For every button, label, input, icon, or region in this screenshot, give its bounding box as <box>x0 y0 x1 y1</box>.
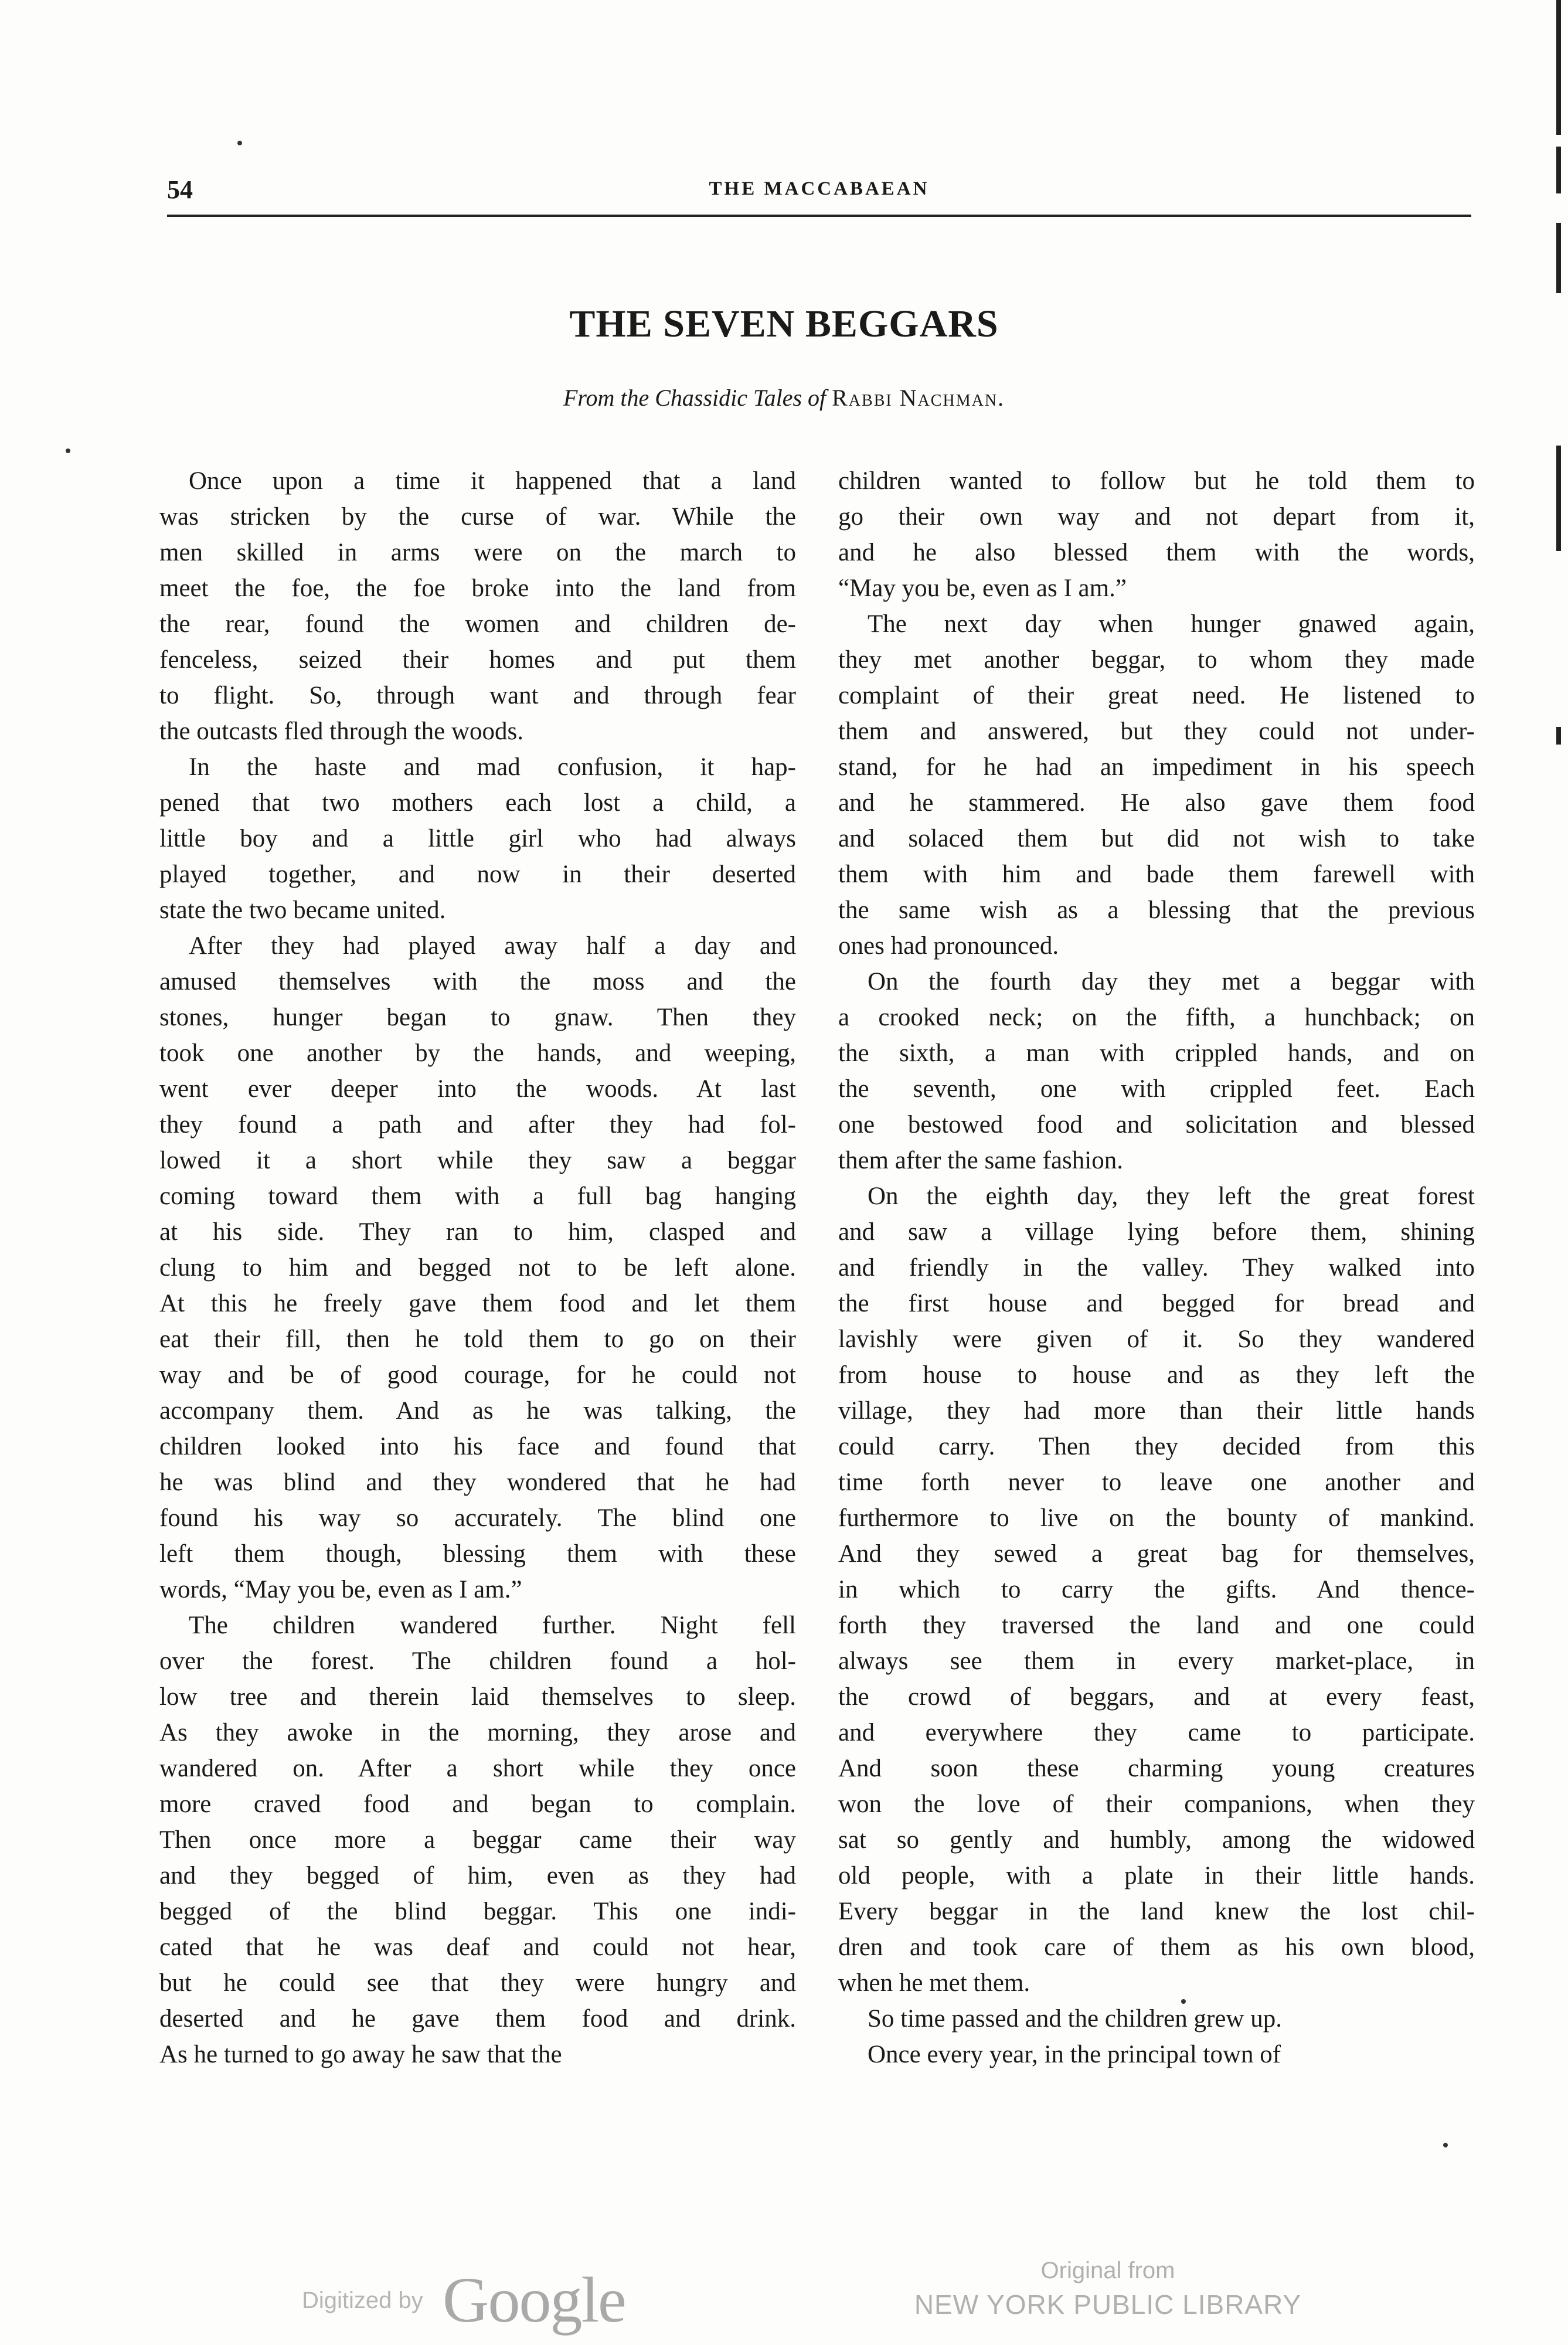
subtitle-source: From the Chassidic Tales of <box>563 385 826 411</box>
text-line: And soon these charming young creatures <box>838 1755 1475 1782</box>
text-line: clung to him and begged not to be left alone. <box>159 1254 796 1282</box>
text-line: meet the foe, the foe broke into the land from <box>159 575 796 602</box>
text-line: and he also blessed them with the words, <box>838 539 1475 566</box>
text-line: the first house and begged for bread and <box>838 1290 1475 1317</box>
article-subtitle <box>0 384 1568 412</box>
article-title: THE SEVEN BEGGARS <box>569 303 999 345</box>
right-column <box>838 463 1475 2072</box>
text-line: dren and took care of them as his own blood, <box>838 1933 1475 1961</box>
text-line: After they had played away half a day and <box>189 932 796 960</box>
text-line: deserted and he gave them food and drink. <box>159 2005 796 2033</box>
scan-speck <box>1443 2143 1448 2147</box>
library-credit <box>850 2256 1366 2324</box>
text-line: went ever deeper into the woods. At last <box>159 1075 796 1103</box>
text-line: On the eighth day, they left the great forest <box>868 1182 1475 1210</box>
text-line: At this he freely gave them food and let them <box>159 1290 796 1317</box>
text-line: Once every year, in the principal town of <box>868 2041 1281 2068</box>
text-line: the crowd of beggars, and at every feast, <box>838 1683 1475 1711</box>
text-line: and solaced them but did not wish to take <box>838 825 1475 852</box>
text-line: ones had pronounced. <box>838 932 1059 960</box>
text-line: eat their fill, then he told them to go on their <box>159 1326 796 1353</box>
page-edge-mark <box>1556 223 1561 293</box>
text-line: So time passed and the children grew up. <box>868 2005 1282 2033</box>
scan-speck <box>66 448 70 453</box>
text-line: way and be of good courage, for he could not <box>159 1361 796 1389</box>
text-line: children looked into his face and found that <box>159 1433 796 1460</box>
text-line: the rear, found the women and children de- <box>159 610 796 638</box>
text-line: over the forest. The children found a hol- <box>159 1647 796 1675</box>
text-line: sat so gently and humbly, among the widowed <box>838 1826 1475 1854</box>
text-line: accompany them. And as he was talking, the <box>159 1397 796 1425</box>
text-line: could carry. Then they decided from this <box>838 1433 1475 1460</box>
text-line: cated that he was deaf and could not hear, <box>159 1933 796 1961</box>
page-header <box>167 175 1471 210</box>
text-line: complaint of their great need. He listened to <box>838 682 1475 709</box>
page-edge-mark <box>1556 0 1561 135</box>
library-name: NEW YORK PUBLIC LIBRARY <box>914 2289 1302 2320</box>
text-line: and he stammered. He also gave them food <box>838 789 1475 817</box>
text-line: wandered on. After a short while they once <box>159 1755 796 1782</box>
text-line: Once upon a time it happened that a land <box>189 467 796 495</box>
text-line: more craved food and began to complain. <box>159 1790 796 1818</box>
left-column <box>159 463 796 2072</box>
text-line: they met another beggar, to whom they made <box>838 646 1475 674</box>
text-line: the same wish as a blessing that the previous <box>838 896 1475 924</box>
text-line: found his way so accurately. The blind one <box>159 1504 796 1532</box>
text-line: furthermore to live on the bounty of mankind. <box>838 1504 1475 1532</box>
text-line: As they awoke in the morning, they arose and <box>159 1719 796 1746</box>
running-title: THE MACCABAEAN <box>709 178 930 199</box>
text-line: a crooked neck; on the fifth, a hunchback; on <box>838 1004 1475 1031</box>
page-edge-mark <box>1556 727 1561 745</box>
text-line: he was blind and they wondered that he had <box>159 1469 796 1496</box>
text-line: won the love of their companions, when they <box>838 1790 1475 1818</box>
text-line: coming toward them with a full bag hanging <box>159 1182 796 1210</box>
text-line: always see them in every market-place, in <box>838 1647 1475 1675</box>
text-line: men skilled in arms were on the march to <box>159 539 796 566</box>
text-line: one bestowed food and solicitation and blessed <box>838 1111 1475 1138</box>
text-line: old people, with a plate in their little hands. <box>838 1862 1475 1889</box>
page-edge-mark <box>1556 147 1561 193</box>
text-line: words, “May you be, even as I am.” <box>159 1576 522 1603</box>
text-line: from house to house and as they left the <box>838 1361 1475 1389</box>
text-line: Every beggar in the land knew the lost chil- <box>838 1898 1475 1925</box>
text-line: they found a path and after they had fol- <box>159 1111 796 1138</box>
text-line: Then once more a beggar came their way <box>159 1826 796 1854</box>
text-line: The next day when hunger gnawed again, <box>868 610 1475 638</box>
text-line: children wanted to follow but he told them to <box>838 467 1475 495</box>
text-line: and everywhere they came to participate. <box>838 1719 1475 1746</box>
scan-speck <box>237 141 242 145</box>
page-number: 54 <box>167 175 193 204</box>
text-line: state the two became united. <box>159 896 446 924</box>
text-line: and friendly in the valley. They walked into <box>838 1254 1475 1282</box>
text-line: the seventh, one with crippled feet. Each <box>838 1075 1475 1103</box>
text-line: The children wandered further. Night fell <box>189 1612 796 1639</box>
text-line: in which to carry the gifts. And thence- <box>838 1576 1475 1603</box>
text-line: at his side. They ran to him, clasped and <box>159 1218 796 1246</box>
text-line: was stricken by the curse of war. While the <box>159 503 796 531</box>
text-line: go their own way and not depart from it, <box>838 503 1475 531</box>
text-line: stones, hunger began to gnaw. Then they <box>159 1004 796 1031</box>
text-line: lowed it a short while they saw a beggar <box>159 1147 796 1174</box>
text-line: In the haste and mad confusion, it hap- <box>189 753 796 781</box>
text-line: and they begged of him, even as they had <box>159 1862 796 1889</box>
text-line: village, they had more than their little hands <box>838 1397 1475 1425</box>
original-from-label: Original from <box>1040 2258 1175 2283</box>
text-line: pened that two mothers each lost a child, a <box>159 789 796 817</box>
text-line: left them though, blessing them with these <box>159 1540 796 1568</box>
text-line: On the fourth day they met a beggar with <box>868 968 1475 995</box>
text-line: took one another by the hands, and weeping, <box>159 1039 796 1067</box>
page-edge-mark <box>1556 446 1561 551</box>
text-line: them and answered, but they could not under- <box>838 718 1475 745</box>
text-line: when he met them. <box>838 1969 1030 1997</box>
text-line: As he turned to go away he saw that the <box>159 2041 562 2068</box>
text-line: “May you be, even as I am.” <box>838 575 1127 602</box>
text-line: amused themselves with the moss and the <box>159 968 796 995</box>
text-line: but he could see that they were hungry and <box>159 1969 796 1997</box>
text-line: forth they traversed the land and one could <box>838 1612 1475 1639</box>
google-logo: Google <box>443 2264 625 2336</box>
text-line: the outcasts fled through the woods. <box>159 718 524 745</box>
text-line: fenceless, seized their homes and put them <box>159 646 796 674</box>
text-line: the sixth, a man with crippled hands, and on <box>838 1039 1475 1067</box>
text-line: stand, for he had an impediment in his speech <box>838 753 1475 781</box>
text-line: and saw a village lying before them, shining <box>838 1218 1475 1246</box>
subtitle-author: Rabbi Nachman. <box>832 385 1005 411</box>
text-line: little boy and a little girl who had always <box>159 825 796 852</box>
header-rule <box>167 215 1471 217</box>
text-line: them with him and bade them farewell with <box>838 861 1475 888</box>
text-line: And they sewed a great bag for themselves, <box>838 1540 1475 1568</box>
scan-speck <box>1181 1999 1186 2004</box>
digitized-label: Digitized by <box>302 2288 423 2313</box>
text-line: begged of the blind beggar. This one indi- <box>159 1898 796 1925</box>
text-line: low tree and therein laid themselves to sleep. <box>159 1683 796 1711</box>
text-line: played together, and now in their deserted <box>159 861 796 888</box>
text-line: to flight. So, through want and through fear <box>159 682 796 709</box>
text-line: them after the same fashion. <box>838 1147 1123 1174</box>
text-line: lavishly were given of it. So they wandered <box>838 1326 1475 1353</box>
text-line: time forth never to leave one another and <box>838 1469 1475 1496</box>
